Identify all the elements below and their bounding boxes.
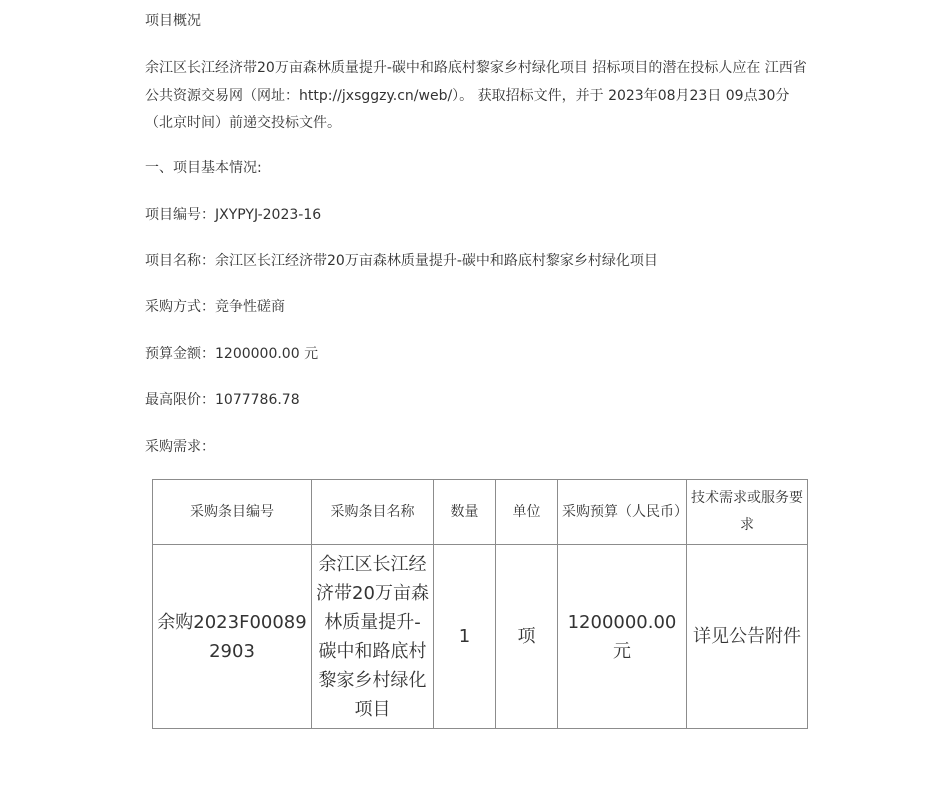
project-number: 项目编号：JXYPYJ-2023-16 — [145, 207, 322, 223]
budget-amount: 预算金额：1200000.00 元 — [145, 346, 319, 362]
header-budget: 采购预算（人民币） — [558, 480, 687, 545]
requirements-table — [152, 479, 808, 729]
header-item-name: 采购条目名称 — [312, 480, 434, 545]
project-name: 项目名称：余江区长江经济带20万亩森林质量提升-碳中和路底村黎家乡村绿化项目 — [145, 253, 658, 269]
header-item-no: 采购条目编号 — [153, 480, 312, 545]
cell-budget: 1200000.00元 — [558, 545, 687, 729]
table-row — [153, 545, 808, 729]
header-requirements: 技术需求或服务要求 — [687, 480, 808, 545]
table-header-row — [153, 480, 808, 545]
cell-unit: 项 — [496, 545, 558, 729]
section-heading-basic-info: 一、项目基本情况: — [145, 160, 262, 176]
max-price: 最高限价：1077786.78 — [145, 392, 300, 408]
cell-item-name: 余江区长江经济带20万亩森林质量提升-碳中和路底村黎家乡村绿化项目 — [312, 545, 434, 729]
requirements-label: 采购需求： — [145, 439, 215, 455]
purchase-method: 采购方式：竞争性磋商 — [145, 299, 285, 315]
header-quantity: 数量 — [434, 480, 496, 545]
cell-quantity: 1 — [434, 545, 496, 729]
header-unit: 单位 — [496, 480, 558, 545]
section-title: 项目概况 — [145, 13, 201, 29]
cell-item-no: 余购2023F000892903 — [153, 545, 312, 729]
cell-requirements: 详见公告附件 — [687, 545, 808, 729]
intro-paragraph: 余江区长江经济带20万亩森林质量提升-碳中和路底村黎家乡村绿化项目 招标项目的潜在投标人应在 江西省公共资源交易网（网址：http://jxsggzy.cn/web/）。 获取招标文件，并于 2023年08月23日 09点30分 （北京时间）前递交投标文件。 — [145, 60, 807, 131]
